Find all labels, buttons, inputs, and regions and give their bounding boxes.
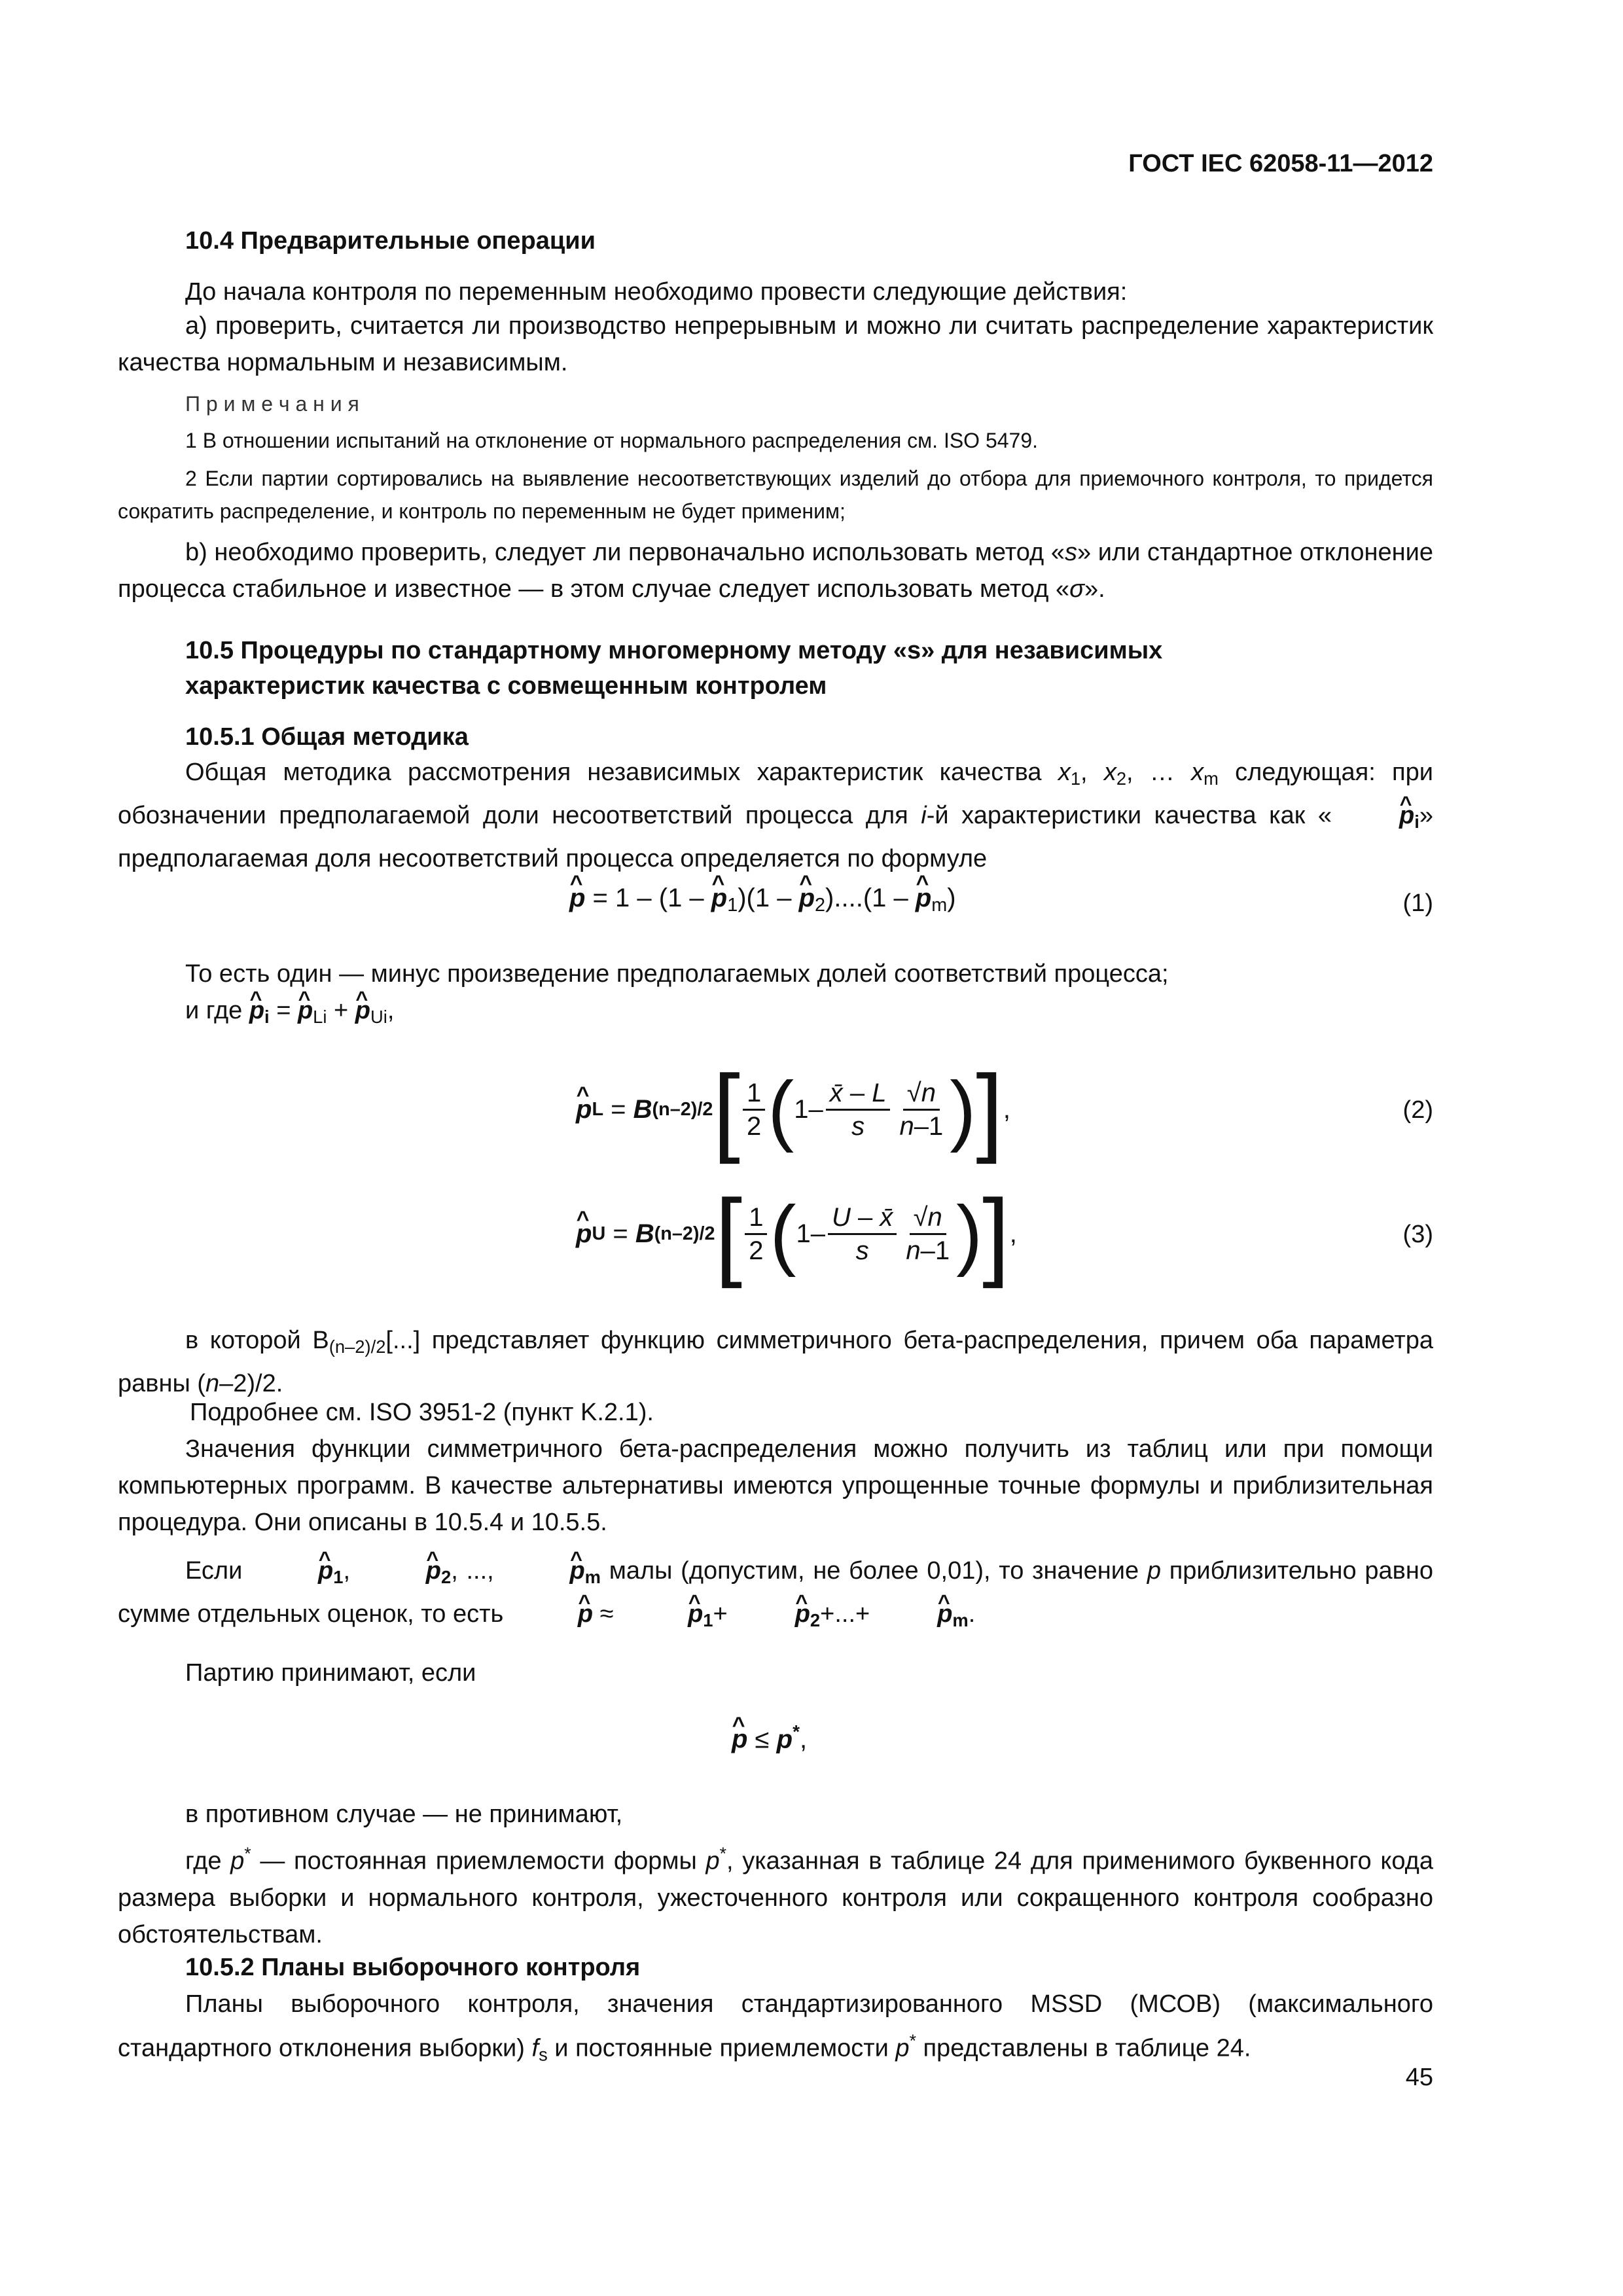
section-10-4-title: 10.4 Предварительные операции: [185, 227, 596, 255]
section-10-5-2-para1: Планы выборочного контроля, значения стандартизированного MSSD (МСОВ) (максимального стандартного отклонения выборки) $f_s$ и постоянные приемлемости p* представлены в таблице 24.: [118, 1990, 1433, 2065]
equation-1: p ^ = 1 – (1 – p $\^{}_1)(1$ – p $\^{}_2)....(1$ – p $\^{}_m$): [569, 884, 956, 916]
section-10-5-1-para4: в которой $B_{(n-2)/2}[...]$ представляет функцию симметричного бета-распределения, причем оба параметра равны (n–2)/2.: [118, 1327, 1433, 1397]
section-10-5-1-para3: и где p $\^{}_i = p$ $\^{}_{Li} + p$ $\^{}_{Ui}$,: [185, 992, 394, 1035]
section-10-4-item-b: b) необходимо проверить, следует ли первоначально использовать метод «s» или стандартное отклонение процесса стабильное и известное — в этом случае следует использовать метод «σ».: [118, 539, 1433, 603]
standard-code-header: ГОСТ IEC 62058-11—2012: [1128, 150, 1433, 177]
section-10-5-2-title: 10.5.2 Планы выборочного контроля: [185, 1954, 641, 1981]
page-number: 45: [1405, 2064, 1433, 2091]
equation-1-number: (1): [1402, 889, 1433, 917]
section-10-5-1-para6: Значения функции симметричного бета-распределения можно получить из таблиц или при помощи компьютерных программ. В качестве альтернативы имеются упрощенные точные формулы и приблизительная процедура. Они описаны в 10.5.4 и 10.5.5.: [118, 1435, 1433, 1536]
section-10-5-title-line1: 10.5 Процедуры по стандартному многомерному методу «s» для независимых: [185, 637, 1163, 664]
section-10-5-1-para9: в противном случае — не принимают,: [185, 1801, 623, 1828]
equation-3: p ^ U = B (n–2)/2 [ $\frac{1}{2}$ ( 1– $\frac{U - x̄}{s}$ $\frac{√n}{n-1}$ ) ] ,: [576, 1185, 1017, 1283]
note-2: 2 Если партии сортировались на выявление несоответствующих изделий до отбора для приемочного контроля, то придется сократить распределение, и контроль по переменным не будет применим;: [118, 467, 1433, 523]
section-10-5-1-para1: Общая методика рассмотрения независимых характеристик качества $x_1$, $x_2$, … $x_m$ следующая: при обозначении предполагаемой доли несоответствий процесса для i-й характеристики качества как « p $\^{}_i$» предполагаемая доля несоответствий процесса определяется по формуле: [118, 754, 1433, 877]
section-10-5-1-para5: Подробнее см. ISO 3951-2 (пункт K.2.1).: [190, 1399, 654, 1426]
acceptance-criterion: p ^ ≤ p*,: [732, 1721, 807, 1754]
notes-label: П р и м е ч а н и я: [185, 392, 359, 416]
equation-2: p ^ L = B (n–2)/2 [ $\frac{1}{2}$ ( 1– $\frac{x̄ - L}{s}$ $\frac{√n}{n-1}$ ) ] ,: [576, 1060, 1010, 1158]
equation-2-number: (2): [1402, 1096, 1433, 1124]
section-10-5-1-para2: То есть один — минус произведение предполагаемых долей соответствий процесса;: [185, 960, 1169, 988]
section-10-5-1-para10: где p* — постоянная приемлемости формы p*, указанная в таблице 24 для применимого буквенного кода размера выборки и нормального контроля, ужесточенного контроля или сокращенного контроля сообразно обстоятельствам.: [118, 1844, 1433, 1948]
section-10-4-item-a: а) проверить, считается ли производство непрерывным и можно ли считать распределение характеристик качества нормальным и независимым.: [118, 312, 1433, 376]
section-10-4-intro: До начала контроля по переменным необходимо провести следующие действия:: [185, 278, 1128, 306]
note-1: 1 В отношении испытаний на отклонение от нормального распределения см. ISO 5479.: [185, 429, 1039, 452]
section-10-5-1-para7: Если p $\^{}_1$, p $\^{}_2$, ..., p $\^{}_m$ малы (допустим, не более 0,01), то значение p приблизительно равно сумме отдельных оценок, то есть p ^ ≈ p $\^{}_1+ p$ $\^{}_2+...+ p$ $\^{}_m$.: [118, 1552, 1433, 1639]
equation-3-number: (3): [1402, 1221, 1433, 1248]
section-10-5-title-line2: характеристик качества с совмещенным контролем: [185, 672, 827, 700]
section-10-5-1-para8: Партию принимают, если: [185, 1659, 476, 1687]
section-10-5-1-title: 10.5.1 Общая методика: [185, 723, 469, 751]
